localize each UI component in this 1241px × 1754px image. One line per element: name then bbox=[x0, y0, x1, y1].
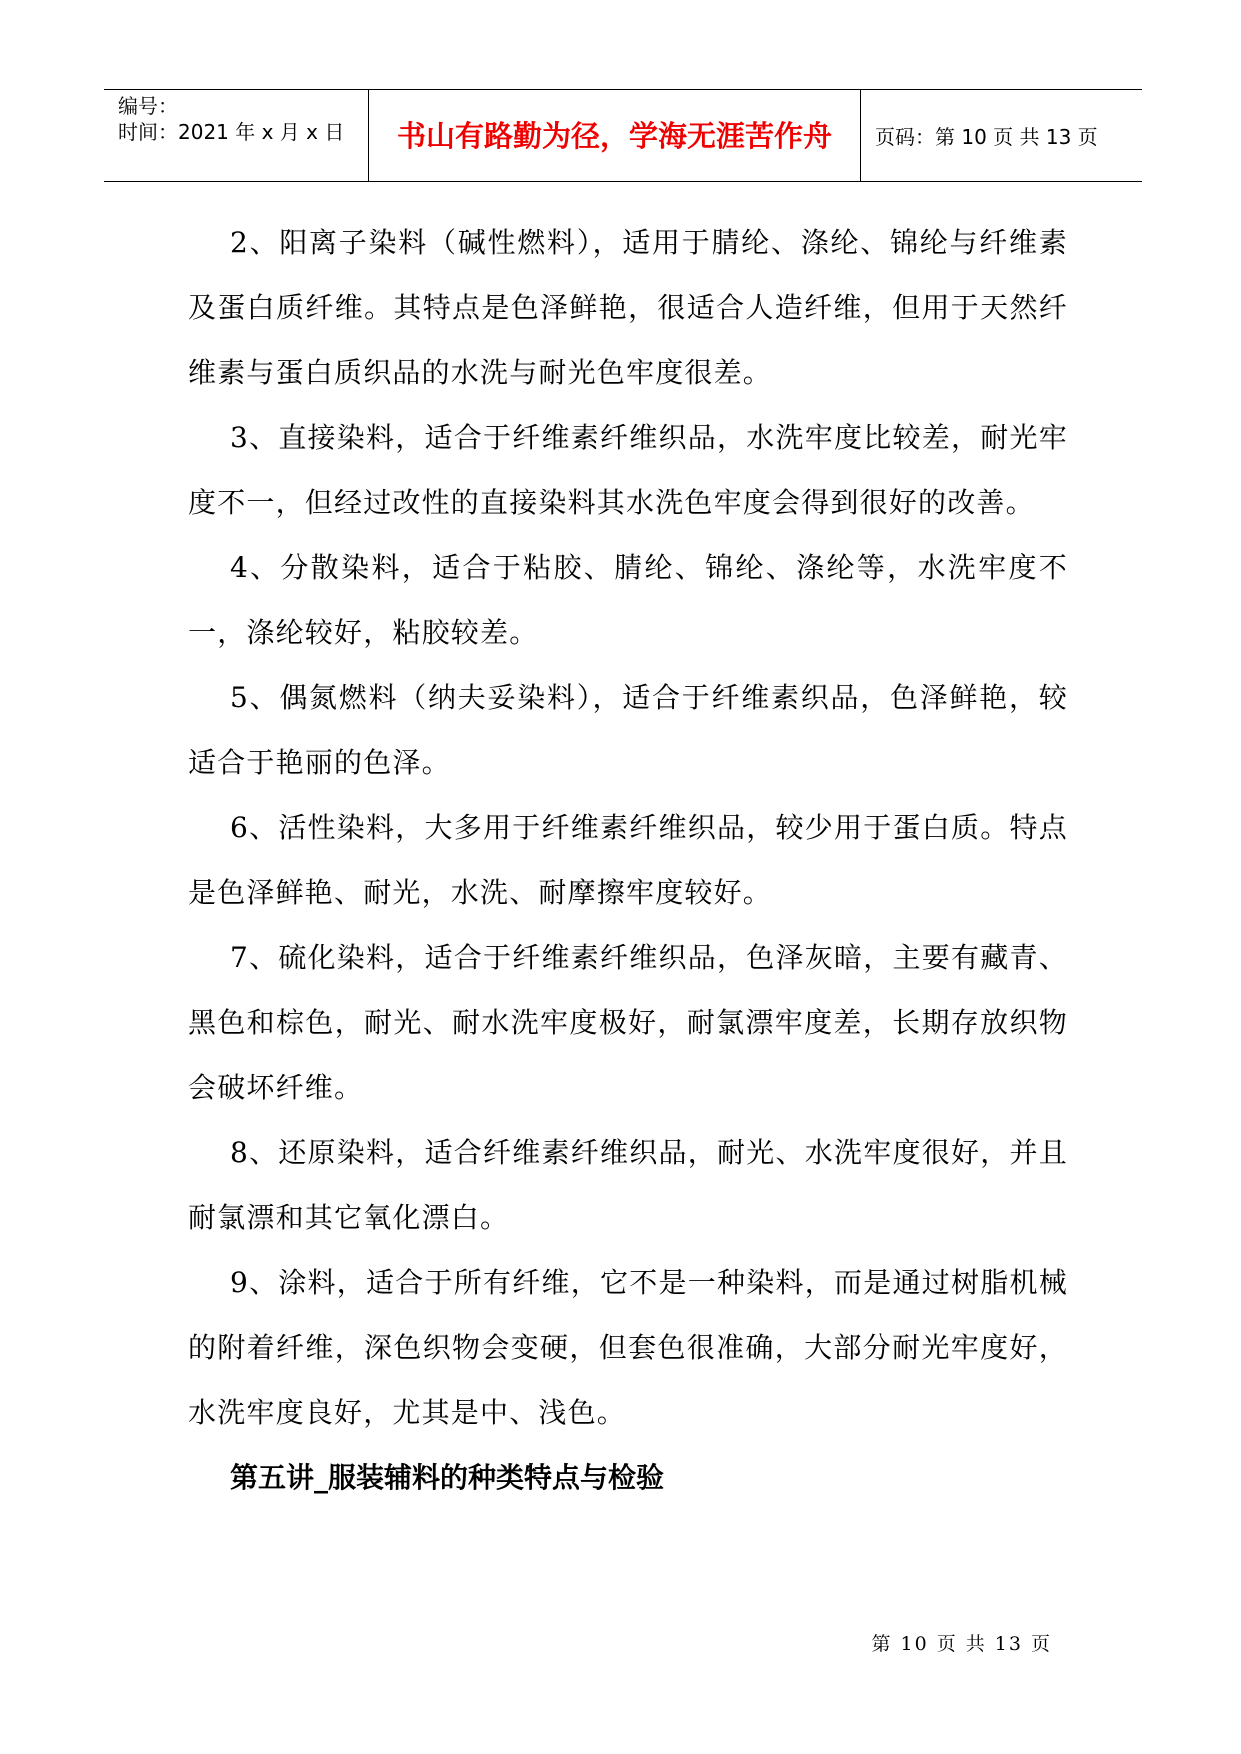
paragraph-item-8: 8、还原染料，适合纤维素纤维织品，耐光、水洗牢度很好，并且耐氯漂和其它氧化漂白。 bbox=[188, 1136, 1068, 1234]
header-right-cell bbox=[861, 90, 1142, 181]
time-label: 时间：2021 年 x 月 x 日 bbox=[118, 120, 345, 144]
paragraph-item-6: 6、活性染料，大多用于纤维素纤维织品，较少用于蛋白质。特点是色泽鲜艳、耐光，水洗、耐摩擦牢度较好。 bbox=[188, 811, 1068, 909]
page-footer: 第 10 页 共 13 页 bbox=[871, 1633, 1052, 1655]
header-page-code: 页码：第 10 页 共 13 页 bbox=[875, 125, 1098, 149]
paragraph-item-5: 5、偶氮燃料（纳夫妥染料），适合于纤维素织品，色泽鲜艳，较适合于艳丽的色泽。 bbox=[188, 681, 1068, 779]
paragraph-item-9: 9、涂料，适合于所有纤维，它不是一种染料，而是通过树脂机械的附着纤维，深色织物会变硬，但套色很准确，大部分耐光牢度好，水洗牢度良好，尤其是中、浅色。 bbox=[188, 1266, 1068, 1429]
document-body bbox=[188, 210, 1068, 1510]
header-left-cell bbox=[104, 90, 369, 181]
paragraph-item-2: 2、阳离子染料（碱性燃料），适用于腈纶、涤纶、锦纶与纤维素及蛋白质纤维。其特点是色泽鲜艳，很适合人造纤维，但用于天然纤维素与蛋白质织品的水洗与耐光色牢度很差。 bbox=[188, 226, 1068, 389]
serial-number-label: 编号： bbox=[118, 94, 178, 118]
paragraph-item-7: 7、硫化染料，适合于纤维素纤维织品，色泽灰暗，主要有藏青、黑色和棕色，耐光、耐水洗牢度极好，耐氯漂牢度差，长期存放织物会破坏纤维。 bbox=[188, 941, 1068, 1104]
paragraph-item-4: 4、分散染料，适合于粘胶、腈纶、锦纶、涤纶等，水洗牢度不一，涤纶较好，粘胶较差。 bbox=[188, 551, 1068, 649]
paragraph-item-3: 3、直接染料，适合于纤维素纤维织品，水洗牢度比较差，耐光牢度不一，但经过改性的直接染料其水洗色牢度会得到很好的改善。 bbox=[188, 421, 1068, 519]
section-heading: 第五讲_服装辅料的种类特点与检验 bbox=[230, 1461, 665, 1494]
header-motto: 书山有路勤为径，学海无涯苦作舟 bbox=[396, 119, 832, 153]
document-header bbox=[104, 89, 1142, 182]
header-middle-cell bbox=[369, 90, 861, 181]
